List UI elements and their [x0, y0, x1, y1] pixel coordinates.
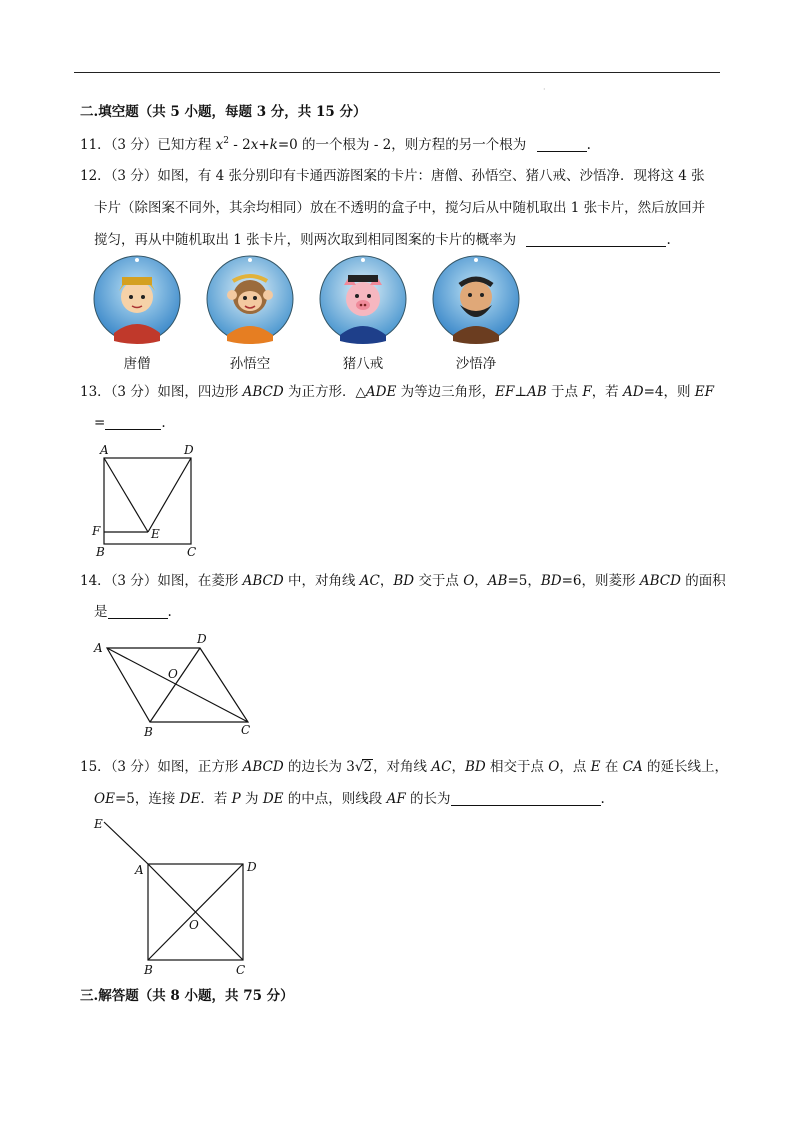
header-rule — [74, 72, 720, 73]
q15-p: P — [231, 791, 241, 807]
q11-number: 11． — [80, 137, 111, 153]
q13-label-e: E — [151, 527, 160, 541]
q15-text-b: 的边长为 3 — [283, 759, 355, 775]
q15-de2: DE — [262, 791, 284, 807]
q13-number: 13． — [80, 384, 111, 400]
q15-ca: CA — [622, 759, 643, 775]
q13-ef2: EF — [694, 384, 714, 400]
q13-label-f: F — [92, 524, 101, 538]
q15-radicand: 2 — [363, 759, 373, 775]
q11-points: （3 分） — [110, 137, 158, 153]
card-sunwukong-image — [207, 256, 293, 344]
q12-number: 12． — [80, 168, 111, 184]
q12-cards-figure — [92, 255, 522, 347]
q14-ac: AC — [359, 573, 380, 589]
q15-text-a: （3 分）如图，正方形 — [110, 759, 243, 775]
q15-text-c: ，对角线 — [373, 759, 432, 775]
q13-f: F — [582, 384, 592, 400]
q14-text-e: =5， — [507, 573, 541, 589]
q11-var-k: k — [269, 137, 278, 153]
q13-label-c: C — [187, 545, 197, 559]
q15-de: DE — [179, 791, 201, 807]
question-13-line2 — [94, 414, 166, 432]
q12-text-line3: 搅匀，再从中随机取出 1 张卡片，则两次取到相同图案的卡片的概率为 — [94, 232, 517, 248]
q14-text-a: （3 分）如图，在菱形 — [110, 573, 243, 589]
q14-label-c: C — [241, 723, 251, 737]
q13-label-a: A — [100, 443, 109, 457]
q14-o: O — [463, 573, 475, 589]
q14-is: 是 — [94, 604, 108, 620]
q14-figure — [88, 630, 268, 740]
q15-o: O — [548, 759, 560, 775]
q14-text-g: 的面积 — [680, 573, 726, 589]
q15-label-a: A — [135, 863, 144, 877]
q15-oe: OE — [94, 791, 115, 807]
q15-e: E — [590, 759, 601, 775]
q11-text-b: - 2 — [228, 137, 251, 153]
q15-text-f: 在 — [600, 759, 623, 775]
q15-figure — [86, 812, 266, 980]
q12-end: . — [666, 232, 671, 248]
card-zhubajie-image — [320, 256, 406, 344]
q13-abcd: ABCD — [242, 384, 284, 400]
q14-label-o: O — [168, 667, 178, 681]
question-14-line2 — [94, 603, 172, 621]
q15-label-c: C — [236, 963, 246, 977]
q14-abcd: ABCD — [242, 573, 284, 589]
q12-text-line2: 卡片（除图案不同外，其余均相同）放在不透明的盒子中，搅匀后从中随机取出 1 张卡片，然后放回并 — [94, 200, 706, 216]
q15-text-2c: 为 — [240, 791, 263, 807]
q15-radical-sign: √ — [354, 759, 364, 775]
q11-var-x2: x — [250, 137, 259, 153]
q11-exponent: 2 — [223, 136, 229, 146]
q15-label-b: B — [144, 963, 153, 977]
section3-title: 三.解答题（共 8 小题，共 75 分） — [80, 988, 294, 1004]
q13-text-c: 为等边三角形， — [396, 384, 496, 400]
q14-bd: BD — [393, 573, 415, 589]
q11-text-a: 已知方程 — [157, 137, 216, 153]
q14-bd2: BD — [540, 573, 562, 589]
q15-text-d: 相交于点 — [485, 759, 549, 775]
q13-ad: AD — [622, 384, 644, 400]
card-label-sunwukong: 孙悟空 — [229, 356, 271, 372]
q13-ade: ADE — [365, 384, 397, 400]
card-label-shawujing: 沙悟净 — [455, 356, 497, 372]
question-12-line1 — [80, 167, 705, 185]
header-dot: · — [543, 85, 546, 94]
q15-ac: AC — [431, 759, 452, 775]
card-tangseng-image — [94, 256, 180, 344]
q11-answer-blank[interactable] — [537, 137, 587, 152]
section2-title: 二.填空题（共 5 小题，每题 3 分，共 15 分） — [80, 104, 367, 120]
q15-label-o: O — [189, 918, 199, 932]
q11-plus: + — [258, 137, 270, 153]
q14-label-b: B — [144, 725, 153, 739]
q13-text-a: （3 分）如图，四边形 — [110, 384, 243, 400]
question-11 — [80, 136, 591, 154]
q14-label-a: A — [94, 641, 103, 655]
q14-label-d: D — [197, 632, 207, 646]
q14-text-b: 中，对角线 — [283, 573, 360, 589]
q15-label-e: E — [94, 817, 103, 831]
q14-ab: AB — [487, 573, 508, 589]
q14-comma: ， — [379, 573, 394, 589]
question-15-line1 — [80, 758, 728, 776]
q15-text-g: 的延长线上， — [642, 759, 729, 775]
q13-label-d: D — [184, 443, 194, 457]
q14-number: 14． — [80, 573, 111, 589]
card-shawujing-image — [433, 256, 519, 344]
q15-text-2a: =5，连接 — [114, 791, 180, 807]
q14-answer-blank[interactable] — [108, 604, 168, 619]
q15-label-d: D — [247, 860, 257, 874]
q14-abcd2: ABCD — [639, 573, 681, 589]
q14-text-f: =6，则菱形 — [561, 573, 640, 589]
question-14-line1 — [80, 572, 726, 590]
question-12-line3 — [94, 231, 671, 249]
question-13-line1 — [80, 383, 714, 401]
q13-end: . — [161, 415, 166, 431]
q13-figure — [86, 440, 206, 560]
question-15-line2 — [94, 790, 605, 808]
q14-text-c: 交于点 — [414, 573, 464, 589]
q15-abcd: ABCD — [242, 759, 284, 775]
q13-answer-blank[interactable] — [105, 415, 161, 430]
q15-text-2e: 的长为 — [405, 791, 451, 807]
q13-text-b: 为正方形．△ — [283, 384, 366, 400]
q11-var-x: x — [215, 137, 224, 153]
q15-text-e: ，点 — [559, 759, 591, 775]
q13-perp: ⊥ — [514, 384, 528, 400]
q14-text-d: ， — [474, 573, 488, 589]
q15-end: . — [600, 791, 605, 807]
q15-comma: ， — [451, 759, 465, 775]
q15-text-2b: ．若 — [200, 791, 232, 807]
q12-answer-blank[interactable] — [526, 232, 666, 247]
q13-ab: AB — [527, 384, 547, 400]
q13-ef: EF — [495, 384, 515, 400]
q13-text-e: ，若 — [591, 384, 623, 400]
q15-af: AF — [386, 791, 406, 807]
card-label-tangseng: 唐僧 — [123, 356, 151, 372]
q13-text-d: 于点 — [546, 384, 583, 400]
q14-end: . — [167, 604, 172, 620]
q15-text-2d: 的中点，则线段 — [283, 791, 387, 807]
q13-text-f: =4，则 — [643, 384, 695, 400]
q13-label-b: B — [96, 545, 105, 559]
q12-text-line1: （3 分）如图，有 4 张分别印有卡通西游图案的卡片：唐僧、孙悟空、猪八戒、沙悟净．现将这 4 张 — [110, 168, 705, 184]
q11-end: . — [586, 137, 591, 153]
q15-number: 15． — [80, 759, 111, 775]
q15-answer-blank[interactable] — [451, 791, 601, 806]
card-label-zhubajie: 猪八戒 — [342, 356, 384, 372]
q15-bd: BD — [464, 759, 486, 775]
q11-text-c: =0 的一个根为 - 2，则方程的另一个根为 — [277, 137, 527, 153]
q13-equals: = — [94, 415, 106, 431]
